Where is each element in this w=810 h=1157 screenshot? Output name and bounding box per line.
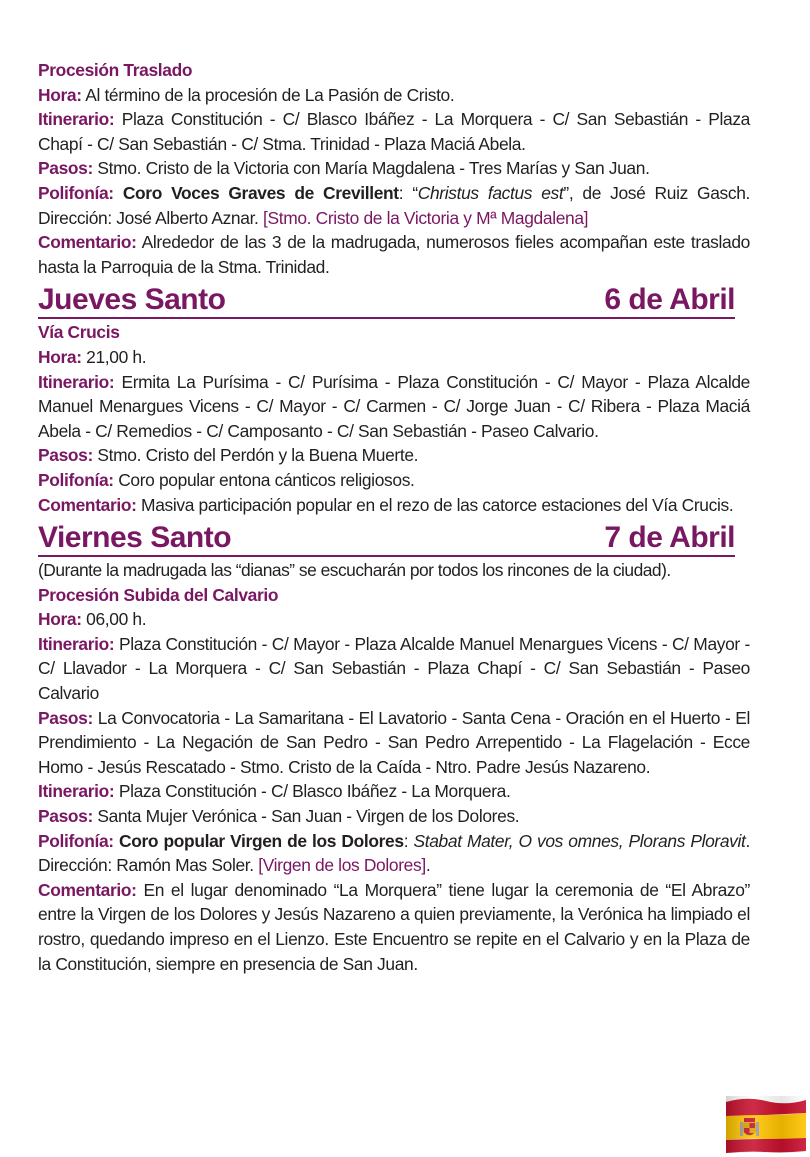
- itinerario-line: Itinerario: Ermita La Purísima - C/ Purísima - Plaza Constitución - C/ Mayor - Plaza Alcalde Manuel Menargues Vicens - C/ Mayor - C/ Carmen - C/ Jorge Juan - C/ Ribera - Plaza Maciá Abela - C/ Remedios - C/ Camposanto - C/ San Sebastián - Paseo Calvario.: [38, 371, 750, 441]
- comentario-line: Comentario: Alrededor de las 3 de la madrugada, numerosos fieles acompañan este traslado hasta la Parroquia de la Stma. Trinidad.: [38, 232, 750, 277]
- event-title: Procesión Subida del Calvario: [38, 584, 279, 605]
- program-page: [38, 58, 750, 976]
- dianas-note: (Durante la madrugada las “dianas” se escucharán por todos los rincones de la ciudad).: [38, 560, 671, 581]
- itinerario-line: Itinerario: Plaza Constitución - C/ Mayor - Plaza Alcalde Manuel Menargues Vicens - C/ Mayor - C/ Llavador - La Morquera - C/ San Sebastián - Plaza Chapí - C/ San Sebastián - Paseo Calvario: [38, 633, 750, 704]
- section-subida-calvario: [38, 558, 750, 976]
- day-name: Jueves Santo: [38, 283, 226, 317]
- spain-flag-icon: [726, 1096, 806, 1153]
- polifonia-line: Polifonía: Coro popular entona cánticos religiosos.: [38, 469, 415, 490]
- section-via-crucis: [38, 320, 750, 517]
- hora-line: Hora: 21,00 h.: [38, 346, 147, 367]
- day-name: Viernes Santo: [38, 521, 232, 555]
- comentario-line: Comentario: Masiva participación popular en el rezo de las catorce estaciones del Vía Crucis.: [38, 494, 734, 515]
- day-date: 7 de Abril: [604, 521, 735, 555]
- day-header-jueves: [38, 283, 735, 319]
- hora-line: Hora: 06,00 h.: [38, 609, 147, 630]
- day-header-viernes: [38, 521, 735, 557]
- hora-line: Hora: Al término de la procesión de La Pasión de Cristo.: [38, 84, 455, 105]
- pasos-line: Pasos: Stmo. Cristo de la Victoria con María Magdalena - Tres Marías y San Juan.: [38, 158, 650, 179]
- polifonia-line: Polifonía: Coro popular Virgen de los Dolores: Stabat Mater, O vos omnes, Plorans Ploravit. Dirección: Ramón Mas Soler. [Virgen de los Dolores].: [38, 830, 751, 876]
- polifonia-line: Polifonía: Coro Voces Graves de Crevillent: “Christus factus est”, de José Ruiz Gasch. Dirección: José Alberto Aznar. [Stmo. Cristo de la Victoria y Mª Magdalena]: [38, 182, 751, 228]
- comentario-line: Comentario: En el lugar denominado “La Morquera” tiene lugar la ceremonia de “El Abrazo” entre la Virgen de los Dolores y Jesús Nazareno a quien previamente, la Verónica ha limpiado el rostro, quedando impreso en el Lienzo. Este Encuentro se repite en el Calvario y en la Plaza de la Constitución, siempre en presencia de San Juan.: [38, 879, 750, 974]
- day-date: 6 de Abril: [604, 283, 735, 317]
- itinerario-line-2: Itinerario: Plaza Constitución - C/ Blasco Ibáñez - La Morquera.: [38, 781, 511, 802]
- pasos-line: Pasos: La Convocatoria - La Samaritana - El Lavatorio - Santa Cena - Oración en el Huerto - El Prendimiento - La Negación de San Pedro - San Pedro Arrepentido - La Flagelación - Ecce Homo - Jesús Rescatado - Stmo. Cristo de la Caída - Ntro. Padre Jesús Nazareno.: [38, 707, 750, 777]
- itinerario-line: Itinerario: Plaza Constitución - C/ Blasco Ibáñez - La Morquera - C/ San Sebastián - Plaza Chapí - C/ San Sebastián - C/ Stma. Trinidad - Plaza Maciá Abela.: [38, 109, 750, 154]
- pasos-line-2: Pasos: Santa Mujer Verónica - San Juan - Virgen de los Dolores.: [38, 806, 520, 827]
- event-title: Procesión Traslado: [38, 60, 193, 80]
- pasos-line: Pasos: Stmo. Cristo del Perdón y la Buena Muerte.: [38, 445, 419, 466]
- section-traslado: [38, 58, 750, 279]
- event-title: Vía Crucis: [38, 322, 120, 343]
